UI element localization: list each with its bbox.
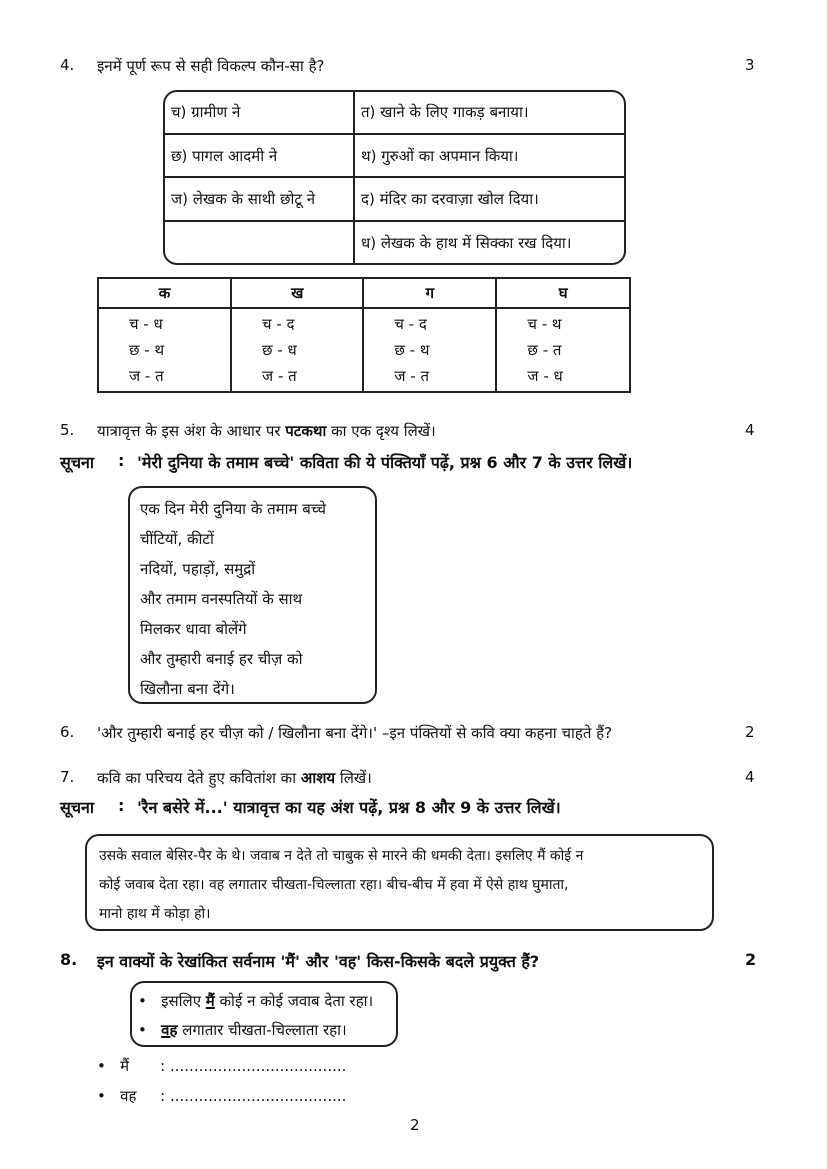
q8-text: इन वाक्यों के रेखांकित सर्वनाम 'मैं' और 'वह' किस-किसके बदले प्रयुक्त हैं?	[97, 952, 540, 971]
option-pair: छ - थ	[129, 341, 165, 359]
q6-number: 6.	[60, 723, 75, 741]
match-table	[163, 90, 626, 265]
option-pair: छ - त	[527, 341, 562, 359]
poem-line: और तमाम वनस्पतियों के साथ	[140, 590, 303, 608]
answer-line-1[interactable]: • मैं : .....................................	[97, 1057, 347, 1075]
option-pair: च - द	[394, 315, 427, 333]
poem-box	[128, 486, 377, 704]
answer-label: वह	[120, 1087, 137, 1105]
notice-text: 'रैन बसेरे में...' यात्रावृत्त का यह अंश पढ़ें, प्रश्न 8 और 9 के उत्तर लिखें।	[137, 798, 561, 817]
poem-line: और तुम्हारी बनाई हर चीज़ को	[140, 650, 303, 668]
sentence-text: लगातार चीखता-चिल्लाता रहा।	[177, 1021, 347, 1039]
q4-marks: 3	[745, 56, 755, 74]
passage-line: उसके सवाल बेसिर-पैर के थे। जवाब न देते तो चाबुक से मारने की धमकी देता। इसलिए मैं कोई न	[99, 848, 584, 864]
match-cell: द) मंदिर का दरवाज़ा खोल दिया।	[354, 177, 624, 221]
q7-marks: 4	[745, 768, 755, 786]
option-pair: छ - ध	[262, 341, 297, 359]
option-column	[98, 308, 231, 392]
q5-text-part: यात्रावृत्त के इस अंश के आधार पर	[97, 422, 286, 440]
option-column	[496, 308, 630, 392]
poem-line: नदियों, पहाड़ों, समुद्रों	[140, 560, 256, 578]
q4-text: इनमें पूर्ण रूप से सही विकल्प कौन-सा है?	[97, 57, 325, 75]
q5-text	[97, 421, 436, 441]
underlined-pronoun: वह	[161, 1021, 178, 1039]
match-row	[165, 134, 624, 178]
answer-blank[interactable]: : .....................................	[160, 1087, 347, 1105]
answer-label: मैं	[120, 1057, 130, 1075]
option-header: घ	[496, 278, 630, 308]
q7-number: 7.	[60, 768, 75, 786]
option-pair: ज - ध	[527, 367, 563, 385]
match-cell	[165, 221, 354, 263]
match-row	[165, 177, 624, 221]
match-cell: त) खाने के लिए गाकड़ बनाया।	[354, 92, 624, 134]
q5-text-part: का एक दृश्य लिखें।	[326, 422, 436, 440]
sentence-text: कोई न कोई जवाब देता रहा।	[214, 992, 374, 1010]
q7-text	[97, 768, 372, 788]
option-header: ग	[363, 278, 496, 308]
match-cell: छ) पागल आदमी ने	[165, 134, 354, 178]
q5-marks: 4	[745, 421, 755, 439]
poem-line: मिलकर धावा बोलेंगे	[140, 620, 247, 638]
q7-text-part: कवि का परिचय देते हुए कवितांश का	[97, 769, 301, 787]
poem-line: चींटियों, कीटों	[140, 530, 214, 548]
poem-line: एक दिन मेरी दुनिया के तमाम बच्चे	[140, 500, 326, 518]
option-pair: च - थ	[527, 315, 562, 333]
notice-colon: :	[118, 451, 125, 470]
passage-box	[85, 834, 714, 931]
q5-bold: पटकथा	[285, 422, 327, 440]
q7-bold: आशय	[300, 769, 336, 787]
notice-text: 'मेरी दुनिया के तमाम बच्चे' कविता की ये पंक्तियाँ पढ़ें, प्रश्न 6 और 7 के उत्तर लिखें।	[137, 453, 633, 472]
option-header: ख	[231, 278, 363, 308]
q6-text: 'और तुम्हारी बनाई हर चीज़ को / खिलौना बना देंगे।' –इन पंक्तियों से कवि क्या कहना चाहते हैं?	[97, 724, 613, 742]
option-pair: छ - थ	[394, 341, 430, 359]
answer-line-2[interactable]: • वह : .....................................	[97, 1087, 347, 1105]
option-pair: ज - त	[262, 367, 297, 385]
match-row	[165, 221, 624, 263]
q8-number: 8.	[60, 950, 78, 969]
match-cell: च) ग्रामीण ने	[165, 92, 354, 134]
notice-colon: :	[118, 796, 125, 815]
notice-label: सूचना	[60, 453, 95, 472]
option-pair: च - द	[262, 315, 295, 333]
passage-line: मानो हाथ में कोड़ा हो।	[99, 906, 211, 922]
option-column	[231, 308, 363, 392]
option-column	[363, 308, 496, 392]
q5-number: 5.	[60, 421, 75, 439]
option-pair: ज - त	[394, 367, 430, 385]
answer-blank[interactable]: : .....................................	[160, 1057, 347, 1075]
underlined-pronoun: मैं	[205, 992, 215, 1010]
options-table	[97, 277, 631, 393]
notice-label: सूचना	[60, 798, 95, 817]
q7-text-part: लिखें।	[335, 769, 372, 787]
sentence-text: इसलिए	[161, 992, 206, 1010]
match-cell: थ) गुरुओं का अपमान किया।	[354, 134, 624, 178]
q8-marks: 2	[745, 950, 757, 969]
sentences-box	[130, 981, 398, 1047]
match-cell: ज) लेखक के साथी छोटू ने	[165, 177, 354, 221]
poem-line: खिलौना बना देंगे।	[140, 680, 235, 698]
page-number: 2	[410, 1116, 420, 1134]
q4-number: 4.	[60, 56, 75, 74]
option-pair: च - ध	[129, 315, 163, 333]
sentence-2: • वह लगातार चीखता-चिल्लाता रहा।	[138, 1021, 347, 1039]
match-row	[165, 92, 624, 134]
sentence-1: • इसलिए मैं कोई न कोई जवाब देता रहा।	[138, 992, 374, 1010]
match-cell: ध) लेखक के हाथ में सिक्का रख दिया।	[354, 221, 624, 263]
q6-marks: 2	[745, 723, 755, 741]
option-header: क	[98, 278, 231, 308]
passage-line: कोई जवाब देता रहा। वह लगातार चीखता-चिल्लाता रहा। बीच-बीच में हवा में ऐसे हाथ घुमाता,	[99, 877, 569, 893]
option-pair: ज - त	[129, 367, 164, 385]
